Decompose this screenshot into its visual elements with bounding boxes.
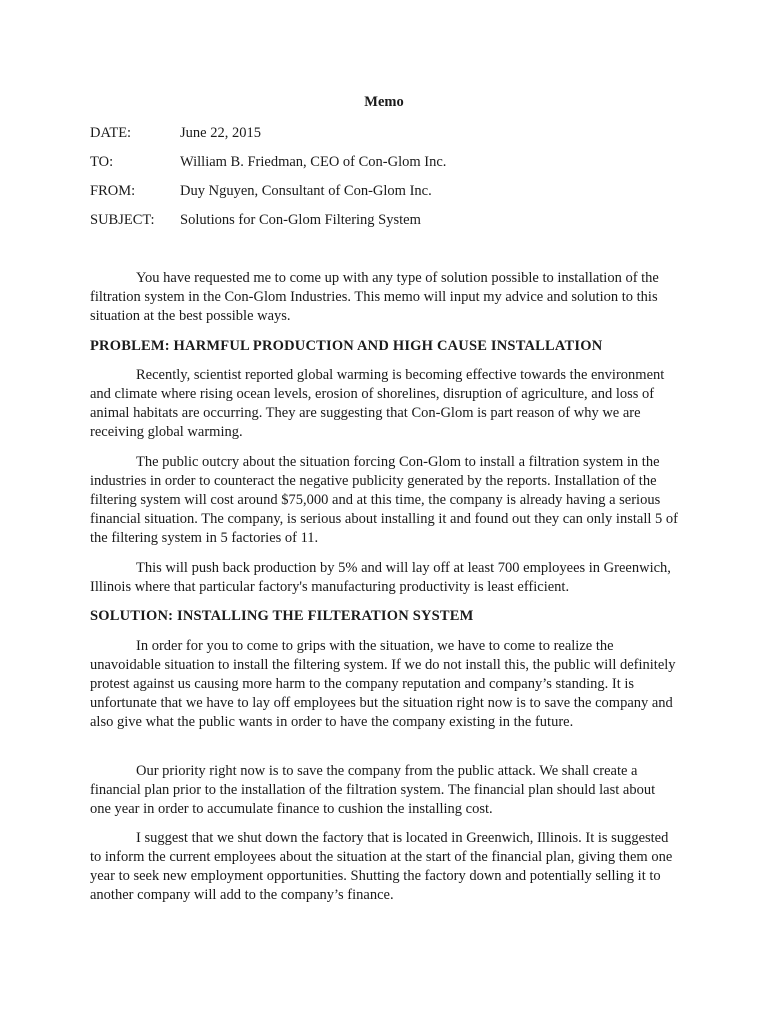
- memo-title: Memo: [364, 94, 404, 110]
- from-value: Duy Nguyen, Consultant of Con-Glom Inc.: [180, 183, 432, 199]
- subject-label: SUBJECT:: [90, 212, 155, 228]
- intro-paragraph: You have requested me to come up with any type of solution possible to installation of the filtration system in the Con-Glom Industries. This memo will input my advice and solution to this situation at the best possible ways.: [90, 270, 659, 324]
- problem-paragraph-3: This will push back production by 5% and will lay off at least 700 employees in Greenwich, Illinois where that particular factory's manufacturing productivity is least efficient.: [90, 560, 671, 595]
- header-from-row: [90, 182, 432, 200]
- date-value: June 22, 2015: [180, 125, 261, 141]
- problem-paragraph-2: The public outcry about the situation forcing Con-Glom to install a filtration system in the industries in order to counteract the negative publicity generated by the reports. Installation of the filtering system will cost around $75,000 and at this time, the company is already having a serious financial situation. The company, is serious about installing it and found out they can only install 5 of the filtering system in 5 factories of 11.: [90, 454, 678, 546]
- header-date-row: [90, 124, 261, 142]
- solution-paragraph-2: Our priority right now is to save the company from the public attack. We shall create a financial plan prior to the installation of the filtration system. The financial plan should last about one year in order to accumulate finance to cushion the installing cost.: [90, 763, 656, 817]
- date-label: DATE:: [90, 125, 132, 141]
- to-value: William B. Friedman, CEO of Con-Glom Inc.: [180, 154, 447, 170]
- solution-heading: SOLUTION: INSTALLING THE FILTERATION SYSTEM: [90, 608, 474, 624]
- problem-heading: PROBLEM: HARMFUL PRODUCTION AND HIGH CAUSE INSTALLATION: [90, 338, 603, 354]
- to-label: TO:: [90, 154, 114, 170]
- header-subject-row: [90, 211, 421, 229]
- subject-value: Solutions for Con-Glom Filtering System: [180, 212, 421, 228]
- header-to-row: [90, 153, 446, 171]
- solution-paragraph-3: I suggest that we shut down the factory that is located in Greenwich, Illinois. It is suggested to inform the current employees about the situation at the start of the financial plan, giving them one year to seek new employment opportunities. Shutting the factory down and potentially selling it to another company will add to the company’s finance.: [90, 830, 673, 903]
- problem-paragraph-1: Recently, scientist reported global warming is becoming effective towards the environment and climate where rising ocean levels, erosion of shorelines, disruption of agriculture, and loss of animal habitats are occurring. They are suggesting that Con-Glom is part reason of why we are receiving global warming.: [90, 367, 665, 440]
- solution-paragraph-1: In order for you to come to grips with the situation, we have to come to realize the unavoidable situation to install the filtering system. If we do not install this, the public will definitely protest against us causing more harm to the company reputation and company’s standing. It is unfortunate that we have to lay off employees but the situation right now is to save the company and also give what the public wants in order to have the company existing in the future.: [90, 638, 676, 730]
- from-label: FROM:: [90, 183, 136, 199]
